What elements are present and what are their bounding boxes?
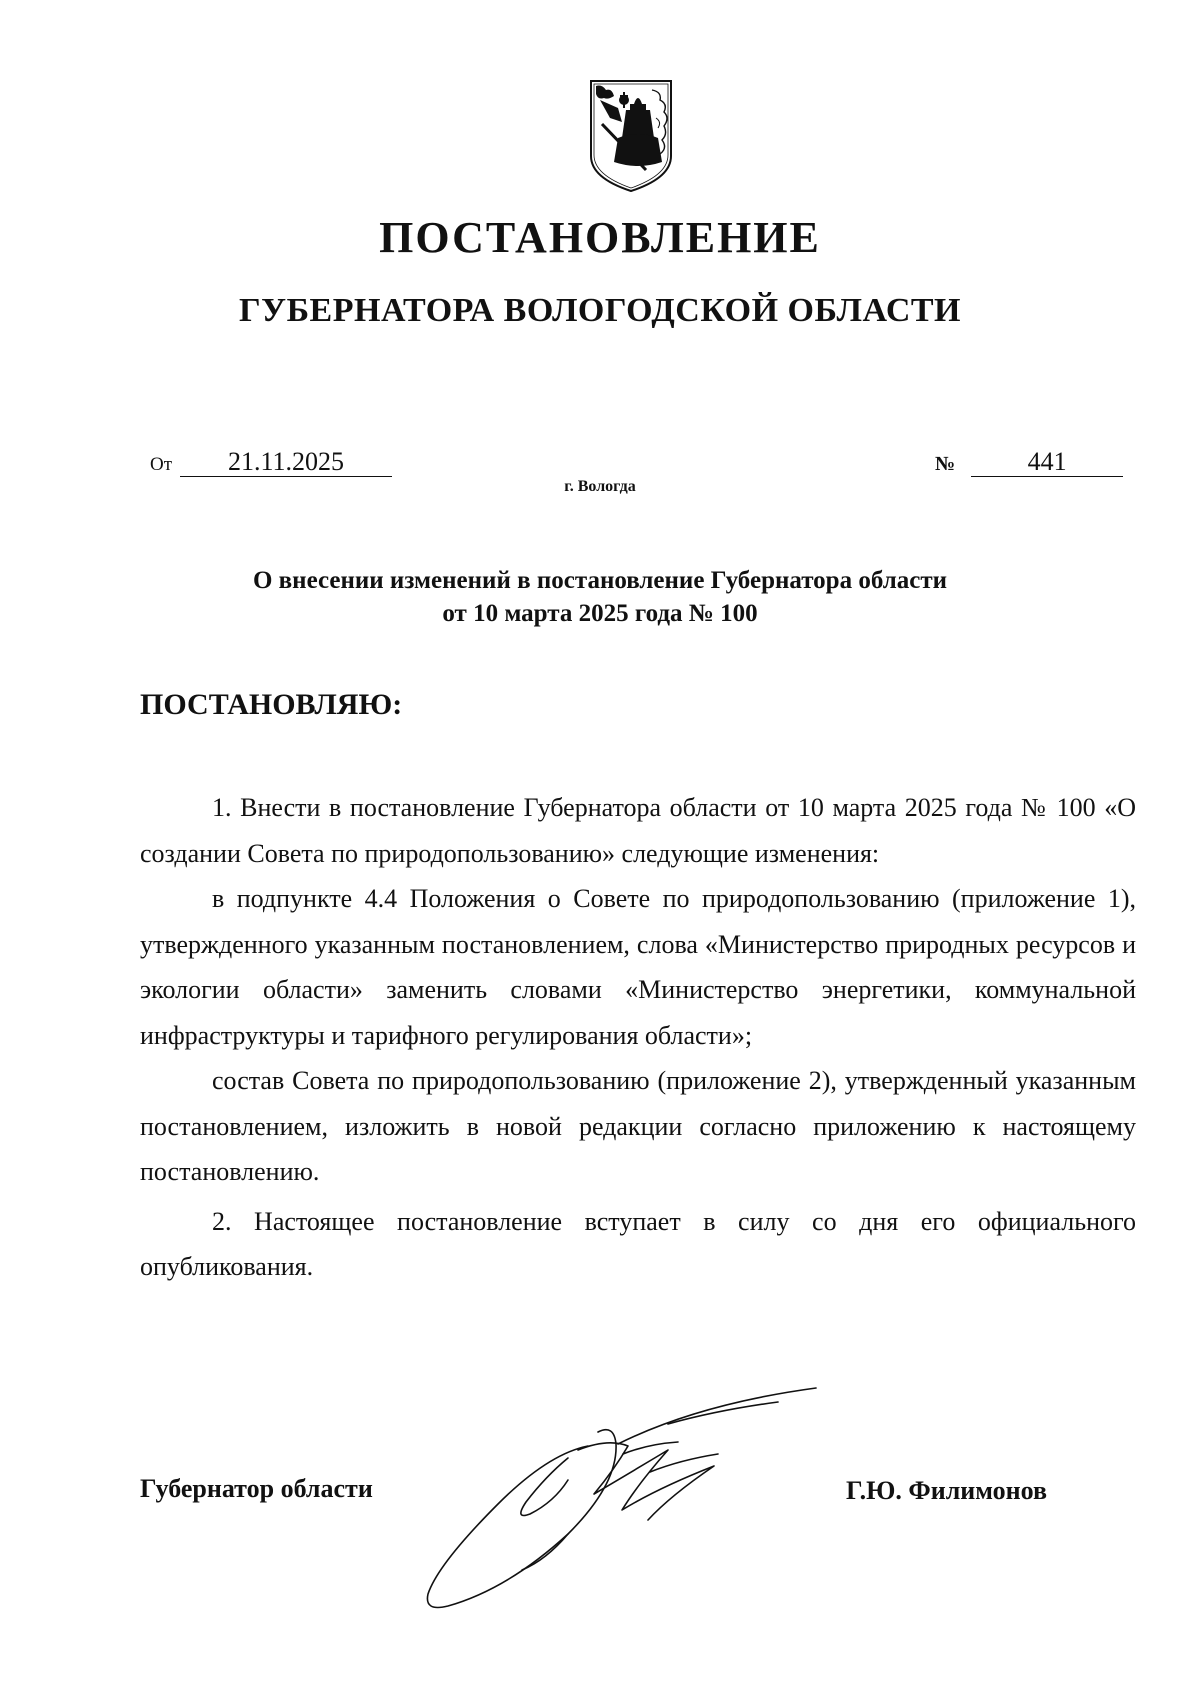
decree-word: ПОСТАНОВЛЯЮ: — [140, 688, 403, 721]
signer-name: Г.Ю. Филимонов — [846, 1476, 1048, 1505]
signer-position: Губернатор области — [140, 1474, 373, 1503]
document-body — [140, 785, 1136, 1290]
document-issuer: ГУБЕРНАТОРА ВОЛОГОДСКОЙ ОБЛАСТИ — [238, 292, 961, 329]
number-field — [935, 448, 1123, 477]
subject-line-1: О внесении изменений в постановление Губернатора области — [252, 567, 948, 594]
date-field — [150, 448, 392, 477]
handwritten-signature — [418, 1384, 868, 1614]
subject-line-2: от 10 марта 2025 года № 100 — [442, 600, 758, 627]
document-subject — [0, 564, 1200, 630]
date-prefix: От — [150, 454, 173, 475]
number-prefix: № — [935, 453, 956, 475]
paragraph-4: 2. Настоящее постановление вступает в силу со дня его официального опубликования. — [140, 1206, 1136, 1281]
paragraph-2: в подпункте 4.4 Положения о Совете по природопользованию (приложение 1), утвержденного указанным постановлением, слова «Министерство природных ресурсов и экологии области» заменить словами «Министерство энергетики, коммунальной инфраструктуры и тарифного регулирования области»; — [140, 884, 1136, 1050]
document-city: г. Вологда — [564, 478, 636, 495]
paragraph-1: 1. Внести в постановление Губернатора области от 10 марта 2025 года № 100 «О создании Совета по природопользованию» следующие изменения: — [140, 793, 1136, 868]
paragraph-3: состав Совета по природопользованию (приложение 2), утвержденный указанным постановлением, изложить в новой редакции согласно приложению к настоящему постановлению. — [140, 1066, 1136, 1186]
document-date: 21.11.2025 — [180, 448, 392, 477]
document-title: ПОСТАНОВЛЕНИЕ — [379, 213, 821, 262]
document-number: 441 — [971, 448, 1123, 477]
vologda-coat-of-arms-icon — [588, 78, 674, 194]
